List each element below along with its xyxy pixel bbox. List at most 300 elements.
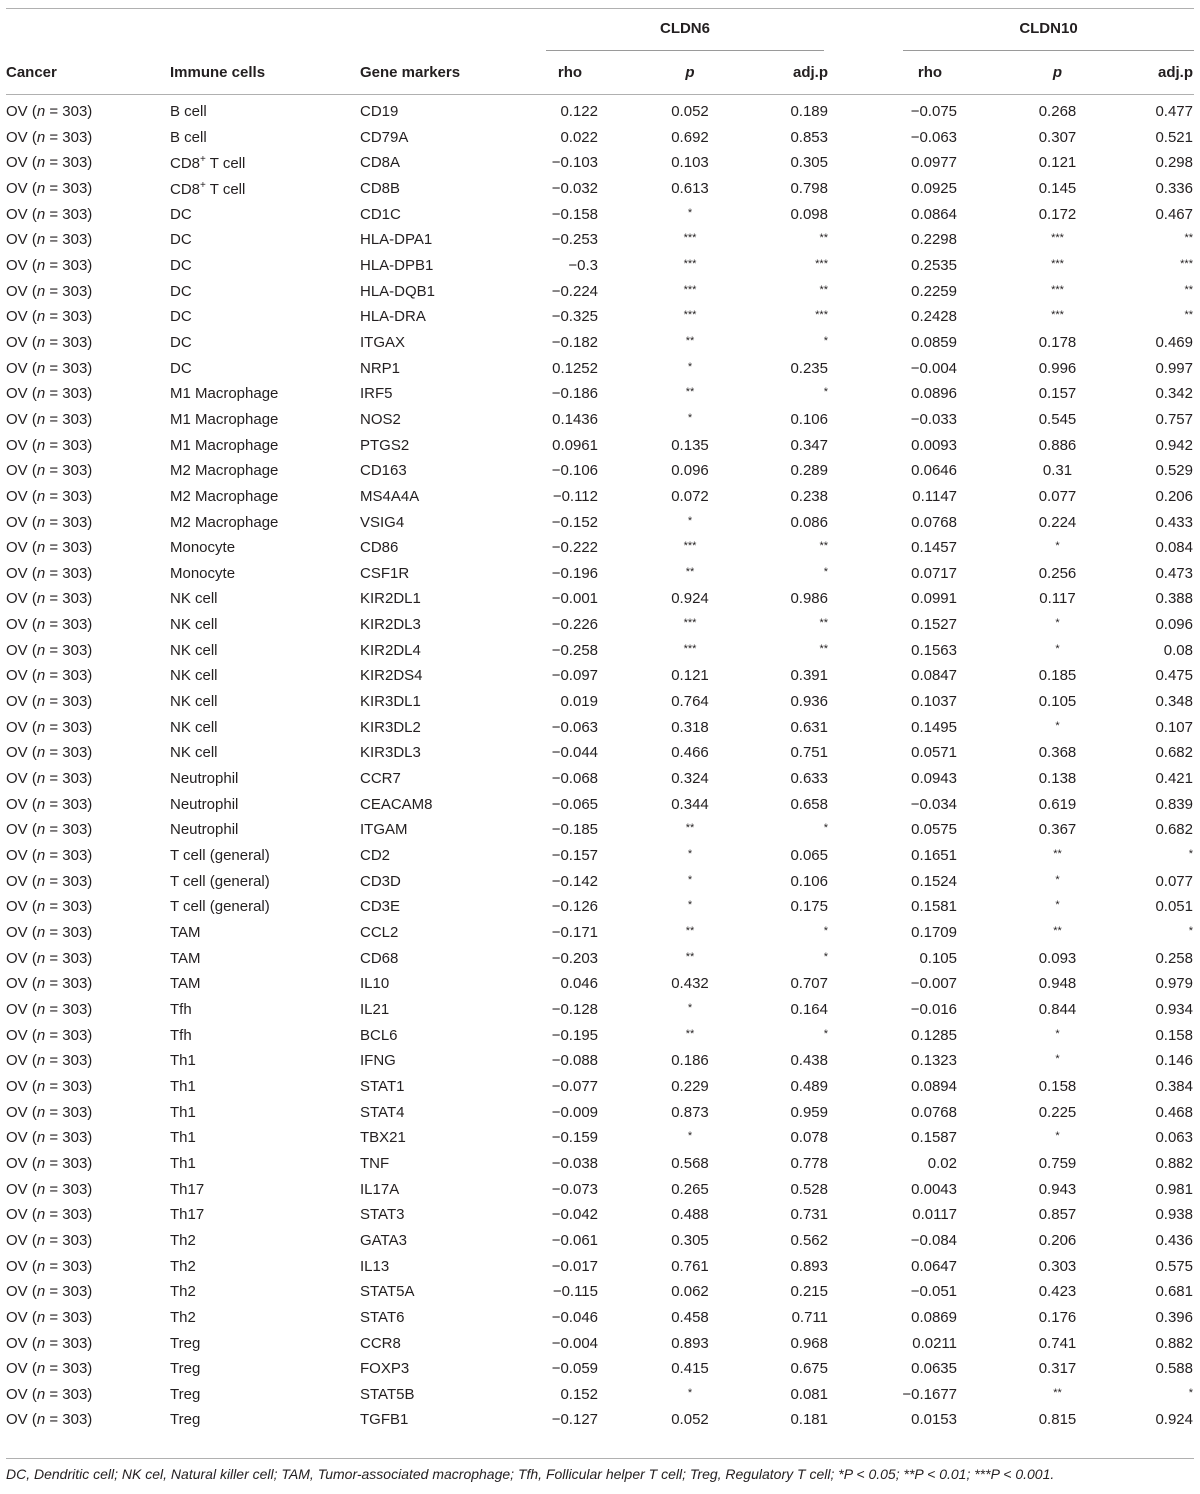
cldn10-p-cell: 0.077: [1038, 487, 1077, 505]
cldn6-p-cell: **: [685, 925, 695, 937]
col-header-cldn6-p: p: [685, 64, 695, 81]
cldn6-adjp-cell: ***: [815, 309, 828, 322]
cldn10-adjp-cell: *: [1188, 848, 1193, 861]
table-row: [0, 613, 1200, 639]
cldn6-rho-cell: −0.128: [551, 1000, 598, 1018]
immune-cell: Treg: [170, 1385, 201, 1403]
gene-marker-cell: KIR3DL3: [360, 744, 421, 762]
cldn10-adjp-cell: 0.475: [1155, 667, 1193, 685]
cldn10-adjp-cell: 0.757: [1155, 410, 1193, 428]
cancer-cell: OV (n = 303): [6, 1308, 93, 1326]
cldn10-p-cell: ***: [1051, 232, 1064, 245]
cldn6-rho-cell: −0.032: [551, 179, 598, 197]
table-footnote: DC, Dendritic cell; NK cel, Natural killer cell; TAM, Tumor-associated macrophage; Tfh, Follicular helper T cell; Treg, Regulatory T cell; *P < 0.05; **P < 0.01; ***P < 0.001.: [6, 1466, 1055, 1482]
cldn6-adjp-cell: 0.235: [790, 359, 828, 377]
cldn10-rho-cell: 0.2428: [911, 308, 957, 326]
immune-cell: Treg: [170, 1360, 201, 1378]
cancer-cell: OV (n = 303): [6, 359, 93, 377]
cancer-cell: OV (n = 303): [6, 590, 93, 608]
table-row: [0, 459, 1200, 485]
cldn10-p-cell: ***: [1051, 283, 1064, 296]
table-row: [0, 587, 1200, 613]
cancer-cell: OV (n = 303): [6, 667, 93, 685]
gene-marker-cell: PTGS2: [360, 436, 410, 454]
cldn6-rho-cell: −0.115: [552, 1283, 598, 1301]
table-row: [0, 126, 1200, 152]
table-row: [0, 690, 1200, 716]
immune-cell: Treg: [170, 1411, 201, 1429]
cldn10-p-cell: 0.886: [1038, 436, 1077, 454]
cancer-cell: OV (n = 303): [6, 564, 93, 582]
cldn6-rho-cell: −0.203: [551, 949, 598, 967]
cancer-cell: OV (n = 303): [6, 256, 93, 274]
cldn6-p-cell: 0.466: [671, 744, 709, 762]
immune-cell: NK cell: [170, 616, 218, 634]
cldn10-rho-cell: 0.0768: [911, 513, 957, 531]
cldn6-p-cell: 0.432: [671, 975, 709, 993]
gene-marker-cell: IRF5: [360, 385, 393, 403]
table-row: [0, 1383, 1200, 1409]
gene-marker-cell: STAT4: [360, 1103, 405, 1121]
cldn10-rho-cell: 0.1587: [911, 1129, 957, 1147]
immune-cell: NK cell: [170, 590, 218, 608]
table-row: [0, 1049, 1200, 1075]
cldn6-p-cell: *: [687, 873, 693, 886]
cancer-cell: OV (n = 303): [6, 333, 93, 351]
cldn10-adjp-cell: 0.924: [1155, 1411, 1193, 1429]
cldn10-rho-cell: −0.033: [910, 410, 957, 428]
table-row: [0, 664, 1200, 690]
table-row: [0, 305, 1200, 331]
cldn6-p-cell: 0.458: [671, 1308, 709, 1326]
cldn10-rho-cell: 0.0896: [911, 385, 957, 403]
cldn6-adjp-cell: 0.189: [790, 103, 828, 120]
cldn6-p-cell: ***: [683, 309, 697, 322]
cldn10-adjp-cell: 0.342: [1155, 385, 1193, 403]
cldn10-adjp-cell: *: [1188, 1386, 1193, 1399]
gene-marker-cell: CD79A: [360, 128, 409, 146]
col-header-cancer: Cancer: [6, 64, 57, 81]
cldn6-rho-cell: −0.042: [551, 1206, 598, 1224]
cldn6-p-cell: 0.613: [671, 179, 709, 197]
cldn10-p-cell: *: [1055, 617, 1060, 630]
cldn10-adjp-cell: 0.063: [1155, 1129, 1193, 1147]
cldn10-adjp-cell: 0.051: [1155, 898, 1193, 916]
cldn6-adjp-cell: 0.238: [790, 487, 828, 505]
table-row: [0, 562, 1200, 588]
cldn6-rho-cell: −0.004: [551, 1334, 598, 1352]
cldn6-adjp-cell: 0.081: [790, 1385, 828, 1403]
cldn6-adjp-cell: 0.633: [790, 770, 828, 788]
cldn10-p-cell: 0.317: [1038, 1360, 1077, 1378]
cldn10-p-cell: *: [1055, 1053, 1060, 1066]
cldn10-adjp-cell: 0.979: [1155, 975, 1193, 993]
cancer-cell: OV (n = 303): [6, 616, 93, 634]
immune-cell: Neutrophil: [170, 821, 239, 839]
cldn6-rho-cell: −0.127: [551, 1411, 598, 1429]
cldn6-rho-cell: −0.171: [551, 924, 598, 941]
gene-marker-cell: TGFB1: [360, 1411, 409, 1429]
cldn6-p-cell: 0.103: [671, 154, 709, 172]
cancer-cell: OV (n = 303): [6, 1000, 93, 1018]
cldn6-rho-cell: −0.3: [568, 256, 598, 274]
table-row: [0, 870, 1200, 896]
cldn6-rho-cell: −0.077: [551, 1077, 598, 1095]
cldn10-p-cell: 0.158: [1038, 1077, 1077, 1095]
cldn6-rho-cell: −0.159: [551, 1129, 598, 1147]
cldn6-rho-cell: −0.158: [551, 205, 598, 223]
cldn6-adjp-cell: 0.959: [790, 1103, 828, 1121]
immune-cell: Neutrophil: [170, 795, 239, 813]
table-row: [0, 818, 1200, 844]
immune-cell: M1 Macrophage: [170, 410, 279, 428]
cldn10-rho-cell: 0.0646: [911, 462, 957, 480]
cancer-cell: OV (n = 303): [6, 308, 93, 326]
gene-marker-cell: KIR2DL1: [360, 590, 421, 608]
cldn6-adjp-cell: 0.853: [790, 128, 828, 146]
cancer-cell: OV (n = 303): [6, 1411, 93, 1429]
cancer-cell: OV (n = 303): [6, 1231, 93, 1249]
cldn10-rho-cell: 0.0635: [911, 1360, 957, 1378]
cldn6-adjp-cell: 0.968: [790, 1334, 828, 1352]
immune-cell: M1 Macrophage: [170, 385, 279, 403]
col-header-cldn10-rho: rho: [917, 64, 943, 81]
cldn10-adjp-cell: 0.096: [1155, 616, 1193, 634]
cldn6-adjp-cell: 0.106: [790, 410, 828, 428]
gene-marker-cell: CD1C: [360, 205, 401, 223]
cldn6-rho-cell: 0.122: [560, 103, 598, 120]
table-row: [0, 280, 1200, 306]
cldn10-adjp-cell: **: [1184, 283, 1193, 296]
gene-marker-cell: GATA3: [360, 1231, 407, 1249]
cldn10-p-cell: *: [1055, 1027, 1060, 1040]
cldn6-rho-cell: −0.226: [551, 616, 598, 634]
cldn10-rho-cell: 0.2259: [911, 282, 957, 300]
gene-marker-cell: HLA-DPA1: [360, 231, 433, 249]
table-row: [0, 716, 1200, 742]
cldn6-p-cell: 0.415: [671, 1360, 709, 1378]
cldn6-adjp-cell: *: [823, 925, 828, 937]
cldn6-adjp-cell: *: [823, 565, 828, 578]
gene-marker-cell: HLA-DQB1: [360, 282, 436, 300]
table-row: [0, 1280, 1200, 1306]
cldn10-rho-cell: −0.004: [910, 359, 957, 377]
cldn10-p-cell: 0.759: [1038, 1154, 1077, 1172]
immune-cell: Th17: [170, 1180, 205, 1198]
immune-cell: TAM: [170, 949, 201, 967]
cldn6-rho-cell: −0.017: [551, 1257, 598, 1275]
table-row: [0, 1408, 1200, 1434]
table-row: [0, 536, 1200, 562]
cldn10-rho-cell: 0.0647: [911, 1257, 957, 1275]
cldn10-adjp-cell: 0.433: [1155, 513, 1193, 531]
gene-marker-cell: MS4A4A: [360, 487, 420, 505]
cancer-cell: OV (n = 303): [6, 410, 93, 428]
table-row: [0, 1101, 1200, 1127]
cldn6-adjp-cell: **: [819, 232, 828, 245]
cldn10-p-cell: 0.172: [1038, 205, 1077, 223]
gene-marker-cell: KIR3DL1: [360, 693, 421, 711]
gene-marker-cell: ITGAM: [360, 821, 408, 839]
immune-cell: Th2: [170, 1283, 196, 1301]
cldn6-adjp-cell: *: [823, 386, 828, 399]
cldn10-p-cell: 0.225: [1038, 1103, 1077, 1121]
immune-cell: DC: [170, 205, 192, 223]
cldn6-p-cell: 0.924: [671, 590, 709, 608]
gene-marker-cell: KIR2DL3: [360, 616, 421, 634]
gene-marker-cell: IL13: [360, 1257, 390, 1275]
cldn6-adjp-cell: 0.528: [790, 1180, 828, 1198]
group-header-cldn10: CLDN10: [1019, 20, 1078, 37]
cldn6-p-cell: 0.072: [671, 487, 709, 505]
table-row: [0, 203, 1200, 229]
cldn6-adjp-cell: 0.675: [790, 1360, 828, 1378]
cldn6-p-cell: **: [685, 386, 695, 399]
gene-marker-cell: KIR2DS4: [360, 667, 423, 685]
cldn6-adjp-cell: 0.778: [790, 1154, 828, 1172]
cldn6-rho-cell: 0.019: [560, 693, 598, 711]
cldn10-adjp-cell: 0.682: [1155, 744, 1193, 762]
cancer-cell: OV (n = 303): [6, 1283, 93, 1301]
cldn10-adjp-cell: 0.997: [1155, 359, 1193, 377]
cldn6-rho-cell: 0.1252: [552, 359, 598, 377]
immune-cell: DC: [170, 359, 192, 377]
table-row: [0, 639, 1200, 665]
cldn6-adjp-cell: 0.065: [790, 847, 828, 865]
cldn10-p-cell: 0.224: [1038, 513, 1077, 531]
cancer-cell: OV (n = 303): [6, 128, 93, 146]
cancer-cell: OV (n = 303): [6, 1077, 93, 1095]
cldn10-p-cell: 0.948: [1038, 975, 1077, 993]
table-row: [0, 151, 1200, 177]
cldn6-adjp-cell: ***: [815, 257, 828, 270]
immune-cell: Treg: [170, 1334, 201, 1352]
cldn10-adjp-cell: 0.258: [1155, 949, 1193, 967]
table-row: [0, 844, 1200, 870]
cldn10-rho-cell: 0.0571: [911, 744, 957, 762]
cldn10-adjp-cell: 0.107: [1155, 718, 1193, 736]
cldn6-adjp-cell: 0.893: [790, 1257, 828, 1275]
cldn10-adjp-cell: 0.473: [1155, 564, 1193, 582]
cancer-cell: OV (n = 303): [6, 487, 93, 505]
cldn10-adjp-cell: 0.681: [1155, 1283, 1193, 1301]
cldn6-p-cell: 0.265: [671, 1180, 709, 1198]
cldn6-adjp-cell: 0.215: [790, 1283, 828, 1301]
cancer-cell: OV (n = 303): [6, 718, 93, 736]
cldn6-rho-cell: −0.068: [551, 770, 598, 788]
table-header-rule: [6, 94, 1194, 95]
cancer-cell: OV (n = 303): [6, 436, 93, 454]
table-row: [0, 1229, 1200, 1255]
gene-marker-cell: BCL6: [360, 1026, 398, 1044]
cldn10-rho-cell: 0.0847: [911, 667, 957, 685]
cancer-cell: OV (n = 303): [6, 1206, 93, 1224]
cldn10-p-cell: 0.815: [1038, 1411, 1077, 1429]
cancer-cell: OV (n = 303): [6, 847, 93, 865]
gene-marker-cell: ITGAX: [360, 333, 406, 351]
cldn10-adjp-cell: 0.468: [1155, 1103, 1193, 1121]
gene-marker-cell: VSIG4: [360, 513, 405, 531]
cancer-cell: OV (n = 303): [6, 1103, 93, 1121]
immune-cell: NK cell: [170, 744, 218, 762]
cldn10-rho-cell: 0.105: [919, 949, 957, 967]
cldn6-rho-cell: −0.038: [551, 1154, 598, 1172]
cancer-cell: OV (n = 303): [6, 462, 93, 480]
cldn10-p-cell: 0.943: [1038, 1180, 1077, 1198]
cldn10-adjp-cell: *: [1188, 925, 1193, 937]
gene-marker-cell: CD8A: [360, 154, 401, 172]
cldn10-adjp-cell: 0.421: [1155, 770, 1193, 788]
immune-cell: Tfh: [170, 1000, 192, 1018]
cldn6-rho-cell: −0.073: [551, 1180, 598, 1198]
cancer-cell: OV (n = 303): [6, 770, 93, 788]
cldn6-rho-cell: −0.195: [551, 1026, 598, 1044]
table-row: [0, 921, 1200, 947]
cldn10-adjp-cell: 0.396: [1155, 1308, 1193, 1326]
immune-cell: Th1: [170, 1129, 196, 1147]
cldn10-p-cell: 0.138: [1038, 770, 1077, 788]
cldn6-adjp-cell: 0.562: [790, 1231, 828, 1249]
cldn6-rho-cell: −0.196: [551, 564, 598, 582]
cancer-cell: OV (n = 303): [6, 282, 93, 300]
cancer-cell: OV (n = 303): [6, 513, 93, 531]
cldn10-p-cell: *: [1055, 1130, 1060, 1143]
immune-cell: M2 Macrophage: [170, 487, 279, 505]
cldn6-rho-cell: 0.152: [560, 1385, 598, 1403]
immune-cell: Th2: [170, 1308, 196, 1326]
table-row: [0, 485, 1200, 511]
cldn6-rho-cell: 0.0961: [552, 436, 598, 454]
gene-marker-cell: CSF1R: [360, 564, 410, 582]
immune-cell: Th1: [170, 1052, 196, 1070]
cldn10-p-cell: 0.303: [1038, 1257, 1077, 1275]
cancer-cell: OV (n = 303): [6, 898, 93, 916]
cldn6-p-cell: ***: [683, 232, 697, 245]
col-header-cldn10-adjp: adj.p: [1157, 64, 1193, 81]
cancer-cell: OV (n = 303): [6, 154, 93, 172]
cldn10-adjp-cell: 0.436: [1155, 1231, 1193, 1249]
gene-marker-cell: NRP1: [360, 359, 401, 377]
cldn6-p-cell: 0.052: [671, 103, 709, 120]
gene-marker-cell: STAT1: [360, 1077, 405, 1095]
cancer-cell: OV (n = 303): [6, 103, 93, 120]
cldn6-adjp-cell: 0.711: [791, 1308, 828, 1326]
cldn6-rho-cell: −0.065: [551, 795, 598, 813]
cldn6-adjp-cell: 0.658: [790, 795, 828, 813]
cldn6-p-cell: **: [685, 950, 695, 963]
table-row: [0, 1306, 1200, 1332]
cldn10-adjp-cell: 0.467: [1155, 205, 1193, 223]
table-row: [0, 1075, 1200, 1101]
cldn6-p-cell: **: [685, 334, 695, 347]
cldn6-adjp-cell: 0.798: [790, 179, 828, 197]
immune-cell: DC: [170, 256, 192, 274]
cldn10-adjp-cell: 0.529: [1155, 462, 1193, 480]
gene-marker-cell: CCL2: [360, 924, 399, 941]
cldn10-rho-cell: 0.2535: [911, 256, 957, 274]
cancer-cell: OV (n = 303): [6, 1026, 93, 1044]
cldn10-rho-cell: −0.007: [910, 975, 957, 993]
col-header-gene-markers: Gene markers: [360, 64, 461, 81]
cldn10-p-cell: 0.268: [1038, 103, 1077, 120]
cldn10-rho-cell: 0.0768: [911, 1103, 957, 1121]
cldn10-adjp-cell: 0.934: [1155, 1000, 1193, 1018]
immune-cell: B cell: [170, 103, 207, 120]
cldn6-rho-cell: −0.112: [552, 487, 598, 505]
cldn10-adjp-cell: 0.146: [1155, 1052, 1193, 1070]
cldn10-rho-cell: 0.0717: [911, 564, 957, 582]
cldn10-rho-cell: 0.1037: [911, 693, 957, 711]
gene-marker-cell: HLA-DRA: [360, 308, 426, 326]
gene-marker-cell: STAT5A: [360, 1283, 415, 1301]
cldn6-rho-cell: −0.097: [551, 667, 598, 685]
immune-cell: Neutrophil: [170, 770, 239, 788]
cldn6-adjp-cell: 0.731: [790, 1206, 828, 1224]
gene-marker-cell: NOS2: [360, 410, 401, 428]
table-row: [0, 100, 1200, 126]
immune-cell: Th17: [170, 1206, 205, 1224]
cldn10-adjp-cell: 0.158: [1155, 1026, 1193, 1044]
cldn10-adjp-cell: **: [1184, 232, 1193, 245]
cldn10-rho-cell: 0.1323: [911, 1052, 957, 1070]
cldn10-p-cell: 0.857: [1038, 1206, 1077, 1224]
immune-cell: TAM: [170, 924, 201, 941]
immune-cell: M1 Macrophage: [170, 436, 279, 454]
cldn6-rho-cell: −0.061: [551, 1231, 598, 1249]
cldn6-rho-cell: −0.046: [551, 1308, 598, 1326]
cldn10-p-cell: **: [1053, 848, 1062, 861]
cldn6-adjp-cell: 0.751: [790, 744, 828, 762]
immune-cell: CD8+ T cell: [170, 179, 246, 198]
cldn6-p-cell: 0.052: [671, 1411, 709, 1429]
cldn6-adjp-cell: 0.707: [790, 975, 828, 993]
cldn6-adjp-cell: 0.438: [790, 1052, 828, 1070]
cldn6-adjp-cell: 0.098: [790, 205, 828, 223]
cldn10-p-cell: ***: [1051, 309, 1064, 322]
immune-cell: Monocyte: [170, 564, 236, 582]
cldn6-rho-cell: −0.103: [551, 154, 598, 172]
cldn6-adjp-cell: 0.175: [790, 898, 828, 916]
cldn10-rho-cell: 0.0043: [911, 1180, 957, 1198]
gene-marker-cell: CCR7: [360, 770, 401, 788]
cldn6-p-cell: 0.324: [671, 770, 709, 788]
cldn6-p-cell: *: [687, 514, 693, 527]
table-row: [0, 434, 1200, 460]
immune-cell: DC: [170, 282, 192, 300]
table-row: [0, 228, 1200, 254]
cldn10-rho-cell: 0.0977: [911, 154, 957, 172]
table-row: [0, 793, 1200, 819]
cldn10-p-cell: 0.121: [1038, 154, 1077, 172]
gene-marker-cell: KIR2DL4: [360, 641, 421, 659]
cancer-cell: OV (n = 303): [6, 1360, 93, 1378]
cldn6-p-cell: 0.186: [671, 1052, 709, 1070]
cancer-cell: OV (n = 303): [6, 821, 93, 839]
cldn10-rho-cell: 0.0864: [911, 205, 957, 223]
gene-marker-cell: CD86: [360, 539, 399, 557]
cldn10-adjp-cell: 0.882: [1155, 1334, 1193, 1352]
cldn6-p-cell: 0.764: [671, 693, 709, 711]
gene-marker-cell: IL10: [360, 975, 390, 993]
cldn10-adjp-cell: 0.682: [1155, 821, 1193, 839]
cldn6-p-cell: 0.761: [671, 1257, 709, 1275]
table-row: [0, 254, 1200, 280]
cancer-cell: OV (n = 303): [6, 693, 93, 711]
table-row: [0, 1024, 1200, 1050]
cldn6-rho-cell: −0.142: [551, 872, 598, 890]
gene-marker-cell: STAT5B: [360, 1385, 415, 1403]
cldn10-rho-cell: 0.0153: [911, 1411, 957, 1429]
